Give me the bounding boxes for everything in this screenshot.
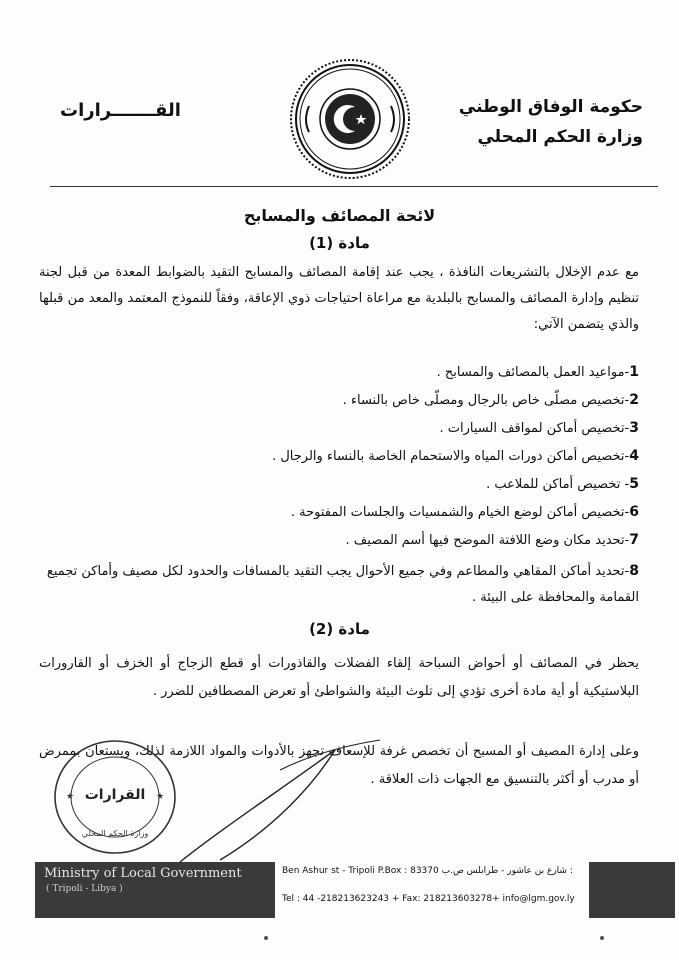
gov-line-2: وزارة الحكم المحلي: [477, 127, 643, 147]
item-text: -تخصيص أماكن دورات المياه والاستحمام الخاصة بالنساء والرجال .: [272, 449, 630, 464]
item-text: -تخصيص مصلّى خاص بالرجال ومصلّى خاص بالنساء .: [342, 393, 630, 408]
article-1-intro: مع عدم الإخلال بالتشريعات النافذة ، يجب عند إقامة المصائف والمسابح التقيد بالضوابط المعدة من قبل لجنة تنظيم وإدارة المصائف والمسابح بالبلدية مع مراعاة احتياجات ذوي الإعاقة، وفقاً للنموذج المعتمد والمعد من قبلها والذي يتضمن الآتي:: [39, 265, 639, 332]
footer-address: Ben Ashur st - Tripoli P.Box : 83370 شارع بن عاشور - طرابلس ص.ب :: [282, 866, 573, 876]
list-item: [39, 530, 639, 551]
footer-contact: Tel : 44 -218213623243 + Fax: 218213603278+ info@lgm.gov.ly: [282, 894, 575, 904]
footer-dark-block: [589, 862, 675, 918]
svg-text:★: ★: [156, 792, 165, 802]
item-text: -تخصيص أماكن لمواقف السيارات .: [439, 421, 630, 436]
stamp-center-text: القرارات: [84, 787, 146, 803]
item-number: 3: [629, 420, 639, 436]
article-2-paragraph-2: وعلى إدارة المصيف أو المسبح أن تخصص غرفة للإسعاف تجهز بالأدوات والمواد اللازمة لذلك، ويستعان بممرض أو مدرب أو أكثر بالتنسيق مع الجهات ذات العلاقة .: [39, 744, 639, 787]
item-text: -تحديد أماكن المقاهي والمطاعم وفي جميع الأحوال يجب التقيد بالمسافات والحدود لكل مصيف وأماكن تجميع القمامة والمحافظة على البيئة .: [46, 564, 639, 605]
list-item: [39, 502, 639, 523]
decisions-heading: القـــــــرارات: [60, 100, 181, 121]
gov-line-1: حكومة الوفاق الوطني: [458, 97, 643, 117]
item-text: -تحديد مكان وضع اللافتة الموضح فيها أسم المصيف .: [345, 533, 630, 548]
list-item: [39, 390, 639, 411]
list-item: [39, 362, 639, 383]
item-number: 5: [629, 476, 639, 492]
government-name: [459, 92, 643, 152]
footer-dot: [264, 936, 268, 940]
document-title: لائحة المصائف والمسابح: [243, 206, 436, 225]
svg-text:★: ★: [66, 792, 75, 802]
article-1-title: مادة (1): [309, 234, 370, 252]
article-2-title: مادة (2): [309, 620, 370, 638]
item-number: 4: [629, 448, 639, 464]
footer-dot: [600, 936, 604, 940]
header-divider: [50, 186, 658, 187]
item-text: -تخصيص أماكن لوضع الخيام والشمسيات والجلسات المفتوحة .: [290, 505, 630, 520]
list-item: [39, 474, 639, 495]
list-item: [39, 418, 639, 439]
item-text: - تخصيص أماكن للملاعب .: [486, 477, 630, 492]
item-number: 6: [629, 504, 639, 520]
seal-emblem-icon: [289, 58, 411, 180]
list-item: [39, 446, 639, 467]
item-number: 7: [629, 532, 639, 548]
footer-ministry-sub: ( Tripoli - Libya ): [46, 884, 123, 894]
list-item: [39, 558, 639, 611]
item-number: 2: [629, 392, 639, 408]
item-number: 8: [629, 563, 639, 579]
item-number: 1: [629, 364, 639, 380]
stamp-ring-text: وزارة الحكم المحلي: [81, 829, 149, 838]
article-2-paragraph-1: يحظر في المصائف أو أحواض السباحة إلقاء الفضلات والقاذورات أو قطع الزجاج أو الخزف أو القارورات البلاستيكية أو أية مادة أخرى تؤدي إلى تلوث البيئة والشواطئ أو تعرض المصطافين للضرر .: [39, 656, 639, 699]
item-text: -مواعيد العمل بالمصائف والمسابح .: [436, 365, 630, 380]
footer-ministry-name: Ministry of Local Government: [44, 866, 242, 881]
government-seal: [289, 58, 411, 180]
signature-icon: [160, 730, 390, 870]
